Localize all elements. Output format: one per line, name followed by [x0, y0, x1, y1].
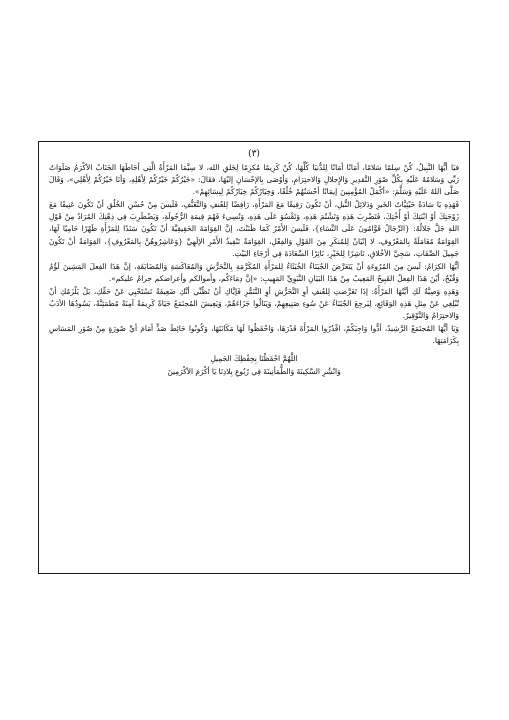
- page-frame: [38, 141, 470, 574]
- paragraph-3: أيُّهَا الكِرَامُ: لَيسَ مِنَ المُرُوءَةِ أنْ يَتَعَرَّضَ الجُبَنَاءُ الخُبَثَاءُ لِلمَرْأَةِ المُكَرَّمَةِ بِالتَّحَرُّشِ وَالمُعَاكَسَةِ وَالمُضَايَقَةِ، إنَّ هَذَا الفِعلَ المَشِينَ لَؤُمٌ وَقُبْحٌ، أيْنَ هَذَا الفِعلُ القَبِيحُ المَعِيبُ مِنْ هَذَا البَيَانِ النَّبَوِيِّ المَهِيبِ: «إنَّ دِمَاءَكُم، وأموالكم وأعراضكم حرامٌ عليكم».: [49, 261, 459, 283]
- paragraph-2: فَهَذِهِ يَا سَادَةُ حَيْثِيَّاتُ الخَيرِ وَدَلائِلُ النُّبلِ، أنْ تَكُونَ رَفِيقًا مَعَ المَرْأَةِ، رَافِضًا لِلعُنفِ وَالتَّعَنُّفِ، فَلَيسَ مِنْ حُسْنِ الخُلُقِ أنْ تَكُونَ عَنِيفًا مَعَ زَوْجَتِكَ أوْ ابْنَتِكَ أوْ أُخْتِكَ، فَتَضْرِبَ هَذِهِ وَتَشْتُمَ هَذِهِ، وَتَقْسُوَ عَلَى هَذِهِ، وَتُسِيءَ فَهْمَ قِيمَةِ الرُّجُولَةِ، وَيَضْطَرِبَ فِي ذِهْنِكَ المُرَادُ مِنْ قَوْلِ اللهِ جَلَّ جَلالُهُ: {الرِّجَالُ قَوَّامُونَ عَلَى النِّسَاءِ}، فَلَيسَ الأَمْرُ كَمَا ظَنَنْتَ، إنَّ القِوَامَةَ الحَقِيقِيَّةَ أنْ تَكُونَ سَنَدًا لِلمَرْأَةِ ظَهْرًا حَامِيًا لَهَا، القِوَامَةُ مُعَامَلَةٌ بِالمَعْرُوفِ، لا إتْيَانٌ لِلمُنكَرِ مِنَ القَوْلِ وَالفِعْلِ، القِوَامَةُ تَنْفِيذُ الأَمْرِ الإلَهِيِّ {وَعَاشِرُوهُنَّ بِالمَعْرُوفِ}، القِوَامَةُ أنْ تَكُونَ جَمِيلَ الصِّفَاتِ، سَجِيَّ الأخْلاقِ، نَاشِرًا لِلخَيْرِ، نَاثِرًا السَّعَادَةَ فِي أرْجَاءِ البَيْتِ.: [49, 200, 459, 258]
- paragraph-4: وَهَذِهِ وَصِيَّةٌ لَكِ أيَّتُهَا المَرْأَةُ: إذَا تَعَرَّضتِ لِلعُنفِ أوِ التَّحَرُّشِ أوِ التَّنَمُّرِ فَإيَّاكِ أنْ تَظُنِّي أنَّكِ ضَعِيفَةٌ تَسْتَحْيِي عَنْ حَقِّكِ، بَلْ يَلْزَمُكِ أنْ تُبْلِغِي عَنْ مِثلِ هَذِهِ الوَقَائِعِ، لِيَرجِعَ الجُبَنَاءُ عَنْ سُوءِ صَنِيعِهِمْ، وَيَنَالُوا جَزَاءَهُمْ، وَيَعِيشَ المُجتَمَعُ حَيَاةً كَرِيمَةً آمِنَةً مُطمَئِنَّةً، يَسُودُهَا الأدَبُ وَالاحتِرَامُ وَالتَّوْقِيرُ.: [49, 286, 459, 321]
- closing-prayer: [49, 353, 459, 378]
- paragraph-5: وَيَا أيُّهَا المُجتَمَعُ الرَّشِيدُ، أدُّوا وَاجِبَكُمْ، اقْدُرُوا المَرْأَةَ قَدْرَهَا، وَاحْفَظُوا لَهَا مَكَانَتَهَا، وَكُونُوا حَائِطَ صَدٍّ أمَامَ أيِّ صُورَةٍ مِنْ صُوَرِ المَسَاسِ بِكَرَامَتِهَا.: [49, 324, 459, 346]
- closing-line-2: وَانْشُرِ السَّكِينَةَ وَالطُّمَأنِينَةَ فِي رُبُوعِ بِلادِنَا يَا أكْرَمَ الأكْرَمِينَ: [167, 366, 341, 376]
- paragraph-1: فيَا أيُّهَا النَّبِيلُ، كُنْ سِلمًا سَلامًا، أمَانًا أمَانًا لِلدُّنيَا كُلِّهَا، كُنْ كَرِيمًا مُكرِمًا لِخَلقِ الله، لا سِيَّمَا المَرْأَةُ الَّتِي أحَاطَهَا الجَنَابُ الأكْرَمُ صَلَوَاتُ رَبِّي وَسَلامُهُ عَلَيْهِ بِكُلِّ صُوَرِ التَّقدِيرِ وَالإِجلالِ وَالاحتِرَامِ، وَأوْصَى بِالإحْسَانِ إليْهَا، فقَالَ: «خَيْرُكُمْ خَيْرُكُمْ لِأَهْلِهِ، وَأنَا خَيْرُكُمْ لِأَهْلِي»، وَقَالَ صَلَّى اللهُ عَلَيْهِ وَسَلَّمَ: «أكْمَلُ المُؤْمِنِينَ إيمَانًا أحْسَنُهُمْ خُلُقًا، وَخِيَارُكُمْ خِيَارُكُمْ لِنِسَائِهِمْ».: [49, 163, 459, 197]
- closing-line-1: اللَّهُمَّ احْفَظْنَا بِحِفْظِكَ الجَمِيلِ: [210, 354, 298, 364]
- page-number: (٣): [248, 149, 260, 159]
